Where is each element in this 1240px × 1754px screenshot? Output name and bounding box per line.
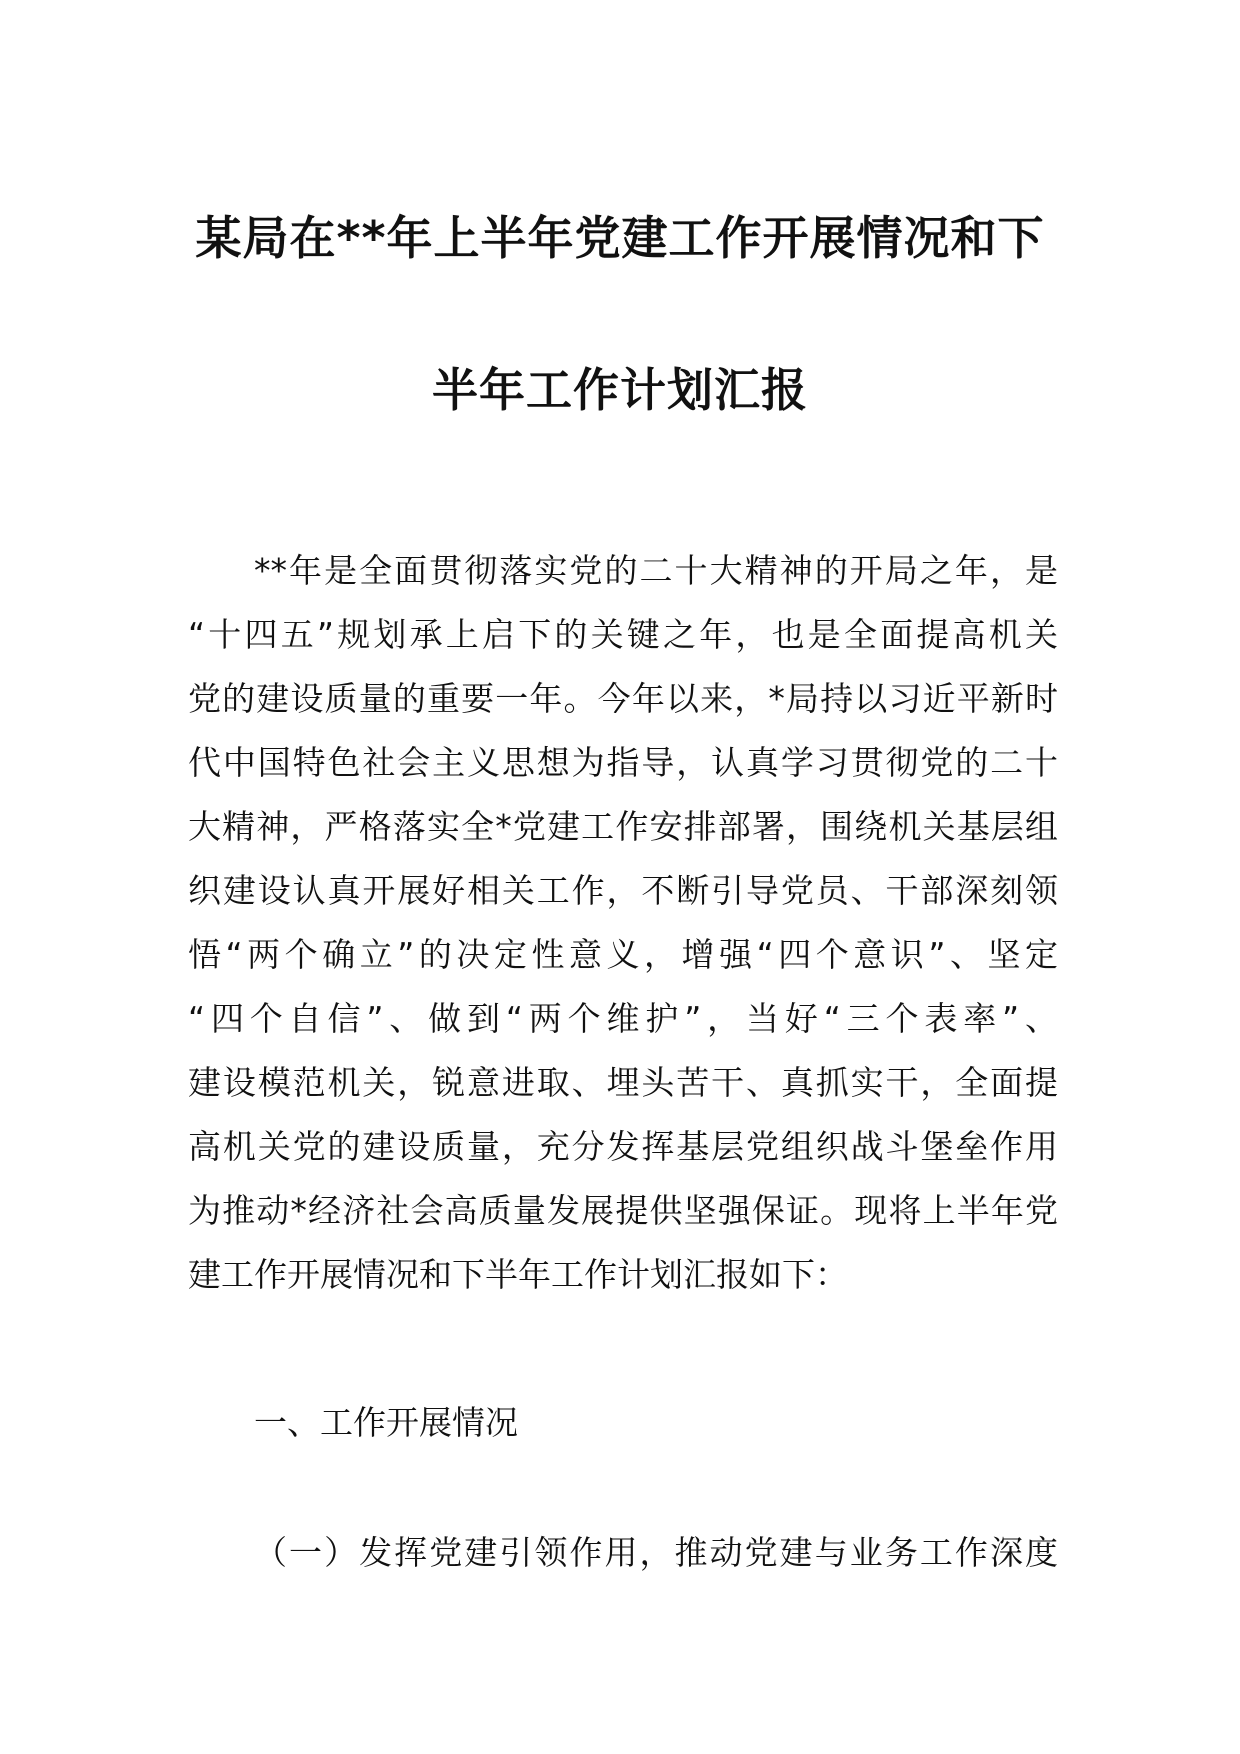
paragraph-line: 党的建设质量的重要一年。今年以来，*局持以习近平新时	[188, 679, 1058, 718]
paragraph-line: 建工作开展情况和下半年工作计划汇报如下：	[188, 1255, 848, 1294]
document-title-line-1: 某局在**年上半年党建工作开展情况和下	[195, 211, 1045, 265]
paragraph-line: 大精神，严格落实全*党建工作安排部署，围绕机关基层组	[188, 807, 1058, 846]
section-heading: 一、工作开展情况	[254, 1403, 518, 1442]
paragraph-line: “十四五”规划承上启下的关键之年，也是全面提高机关	[188, 615, 1058, 654]
paragraph-line: 为推动*经济社会高质量发展提供坚强保证。现将上半年党	[188, 1191, 1058, 1230]
paragraph-line: 建设模范机关，锐意进取、埋头苦干、真抓实干，全面提	[188, 1063, 1058, 1102]
paragraph-line: “四个自信”、做到“两个维护”，当好“三个表率”、	[188, 999, 1058, 1038]
subsection-heading: （一）发挥党建引领作用，推动党建与业务工作深度	[254, 1533, 1058, 1572]
paragraph-line: 织建设认真开展好相关工作，不断引导党员、干部深刻领	[188, 871, 1058, 910]
document-title-line-2: 半年工作计划汇报	[432, 363, 808, 417]
paragraph-line: 高机关党的建设质量，充分发挥基层党组织战斗堡垒作用	[188, 1127, 1058, 1166]
paragraph-line: **年是全面贯彻落实党的二十大精神的开局之年，是	[254, 551, 1058, 590]
paragraph-line: 代中国特色社会主义思想为指导，认真学习贯彻党的二十	[188, 743, 1058, 782]
paragraph-line: 悟“两个确立”的决定性意义，增强“四个意识”、坚定	[188, 935, 1058, 974]
